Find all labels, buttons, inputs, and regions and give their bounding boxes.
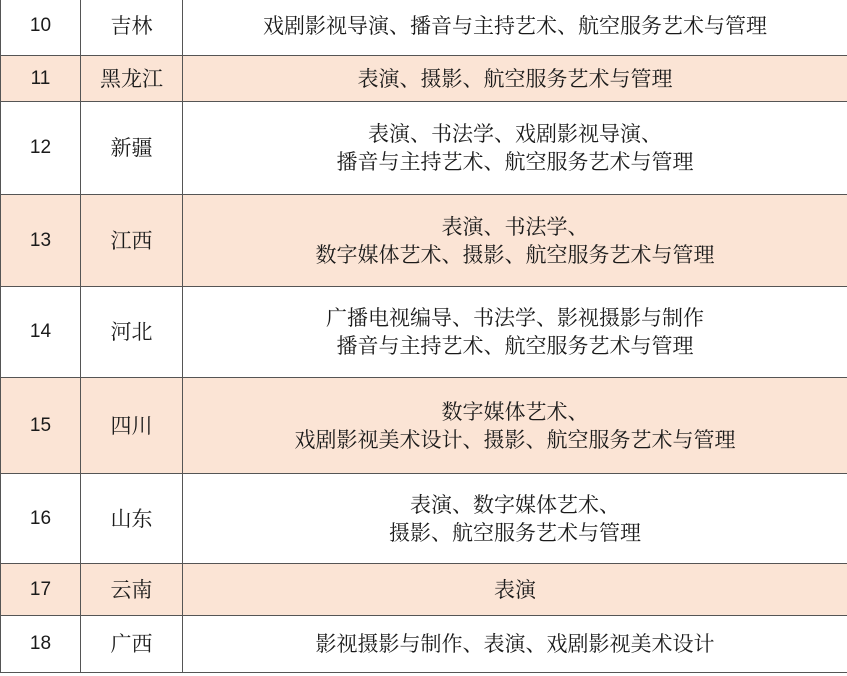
majors-cell [183, 195, 847, 287]
majors-cell [183, 474, 847, 564]
majors-line: 表演、书法学、 [441, 214, 589, 239]
majors-cell [183, 0, 847, 56]
province-name: 黑龙江 [81, 56, 183, 102]
majors-line: 数字媒体艺术、 [441, 399, 589, 424]
province-name: 新疆 [81, 102, 183, 195]
majors-line: 戏剧影视导演、播音与主持艺术、航空服务艺术与管理 [263, 14, 767, 38]
majors-cell [183, 102, 847, 195]
majors-cell [183, 616, 847, 673]
province-name: 广西 [81, 616, 183, 673]
majors-cell [183, 287, 847, 378]
majors-line: 摄影、航空服务艺术与管理 [389, 520, 641, 545]
row-number: 15 [1, 378, 81, 474]
row-number: 10 [1, 0, 81, 56]
table-row [1, 0, 847, 56]
majors-line: 广播电视编导、书法学、影视摄影与制作 [326, 306, 704, 330]
majors-line: 播音与主持艺术、航空服务艺术与管理 [336, 150, 694, 174]
table-row [1, 287, 847, 378]
province-name: 江西 [81, 195, 183, 287]
majors-line: 表演、数字媒体艺术、 [410, 492, 620, 517]
row-number: 13 [1, 195, 81, 287]
table-row [1, 102, 847, 195]
row-number: 12 [1, 102, 81, 195]
table-row [1, 616, 847, 673]
row-number: 14 [1, 287, 81, 378]
table-row [1, 564, 847, 616]
province-name: 云南 [81, 564, 183, 616]
majors-line: 戏剧影视美术设计、摄影、航空服务艺术与管理 [294, 427, 736, 452]
province-name: 四川 [81, 378, 183, 474]
table-row [1, 56, 847, 102]
province-name: 吉林 [81, 0, 183, 56]
row-number: 17 [1, 564, 81, 616]
table-row [1, 378, 847, 474]
majors-line: 播音与主持艺术、航空服务艺术与管理 [336, 334, 694, 358]
majors-line: 表演 [494, 577, 536, 602]
majors-line: 表演、书法学、戏剧影视导演、 [368, 122, 662, 146]
province-name: 河北 [81, 287, 183, 378]
majors-line: 表演、摄影、航空服务艺术与管理 [357, 66, 673, 91]
table-row [1, 474, 847, 564]
majors-line: 影视摄影与制作、表演、戏剧影视美术设计 [315, 632, 715, 656]
row-number: 16 [1, 474, 81, 564]
majors-cell [183, 564, 847, 616]
row-number: 18 [1, 616, 81, 673]
majors-cell [183, 56, 847, 102]
table-row [1, 195, 847, 287]
province-name: 山东 [81, 474, 183, 564]
majors-cell [183, 378, 847, 474]
row-number: 11 [1, 56, 81, 102]
majors-line: 数字媒体艺术、摄影、航空服务艺术与管理 [315, 242, 715, 267]
